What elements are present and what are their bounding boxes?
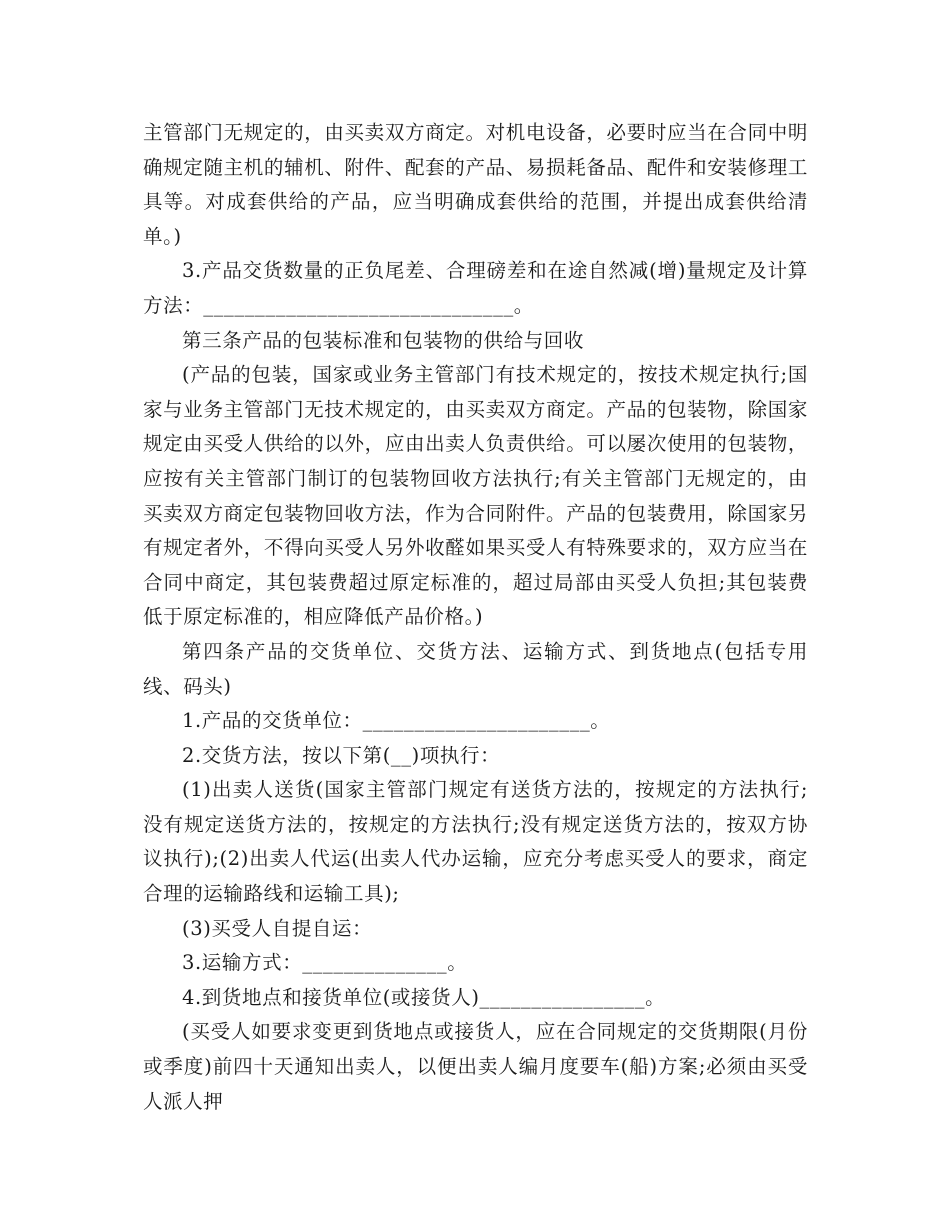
paragraph-delivery-unit: 1.产品的交货单位：______________________。 [182, 709, 611, 733]
article-3-heading: 第三条产品的包装标准和包装物的供给与回收 [182, 328, 585, 352]
article-4-heading: 第四条产品的交货单位、交货方法、运输方式、到货地点(包括专用线、码头) [143, 639, 808, 698]
paragraph-change-notice: (买受人如要求变更到货地点或接货人，应在合同规定的交货期限(月份或季度)前四十天通知出卖人，以便出卖人编月度要车(船)方案;必须由买受人派人押 [143, 1020, 808, 1113]
paragraph-transport-mode: 3.运输方式：______________。 [182, 951, 468, 975]
paragraph-destination: 4.到货地点和接货单位(或接货人)________________。 [182, 985, 666, 1009]
paragraph-packaging: (产品的包装，国家或业务主管部门有技术规定的，按技术规定执行;国家与业务主管部门无技术规定的，由买卖双方商定。产品的包装物，除国家规定由买受人供给的以外，应由出卖人负责供给。可以屡次使用的包装物，应按有关主管部门制订的包装物回收方法执行;有关主管部门无规定的，由买卖双方商定包装物回收方法，作为合同附件。产品的包装费用，除国家另有规定者外，不得向买受人另外收醛如果买受人有特殊要求的，双方应当在合同中商定，其包装费超过原定标准的，超过局部由买受人负担;其包装费低于原定标准的，相应降低产品价格。) [143, 363, 808, 629]
paragraph-product-completeness: 主管部门无规定的，由买卖双方商定。对机电设备，必要时应当在合同中明确规定随主机的辅机、附件、配套的产品、易损耗备品、配件和安装修理工具等。对成套供给的产品，应当明确成套供给的范围，并提出成套供给清单。) [143, 121, 808, 248]
paragraph-delivery-method: 2.交货方法，按以下第(__)项执行： [182, 743, 501, 767]
paragraph-delivery-options: (1)出卖人送货(国家主管部门规定有送货方法的，按规定的方法执行;没有规定送货方法的，按规定的方法执行;没有规定送货方法的，按双方协议执行);(2)出卖人代运(出卖人代办运输，应充分考虑买受人的要求，商定合理的运输路线和运输工具); [143, 778, 808, 906]
paragraph-quantity-tolerance: 3.产品交货数量的正负尾差、合理磅差和在途自然减(增)量规定及计算方法：______________________________。 [143, 259, 808, 317]
document-body [143, 116, 808, 1119]
paragraph-self-pickup: (3)买受人自提自运： [182, 916, 373, 940]
